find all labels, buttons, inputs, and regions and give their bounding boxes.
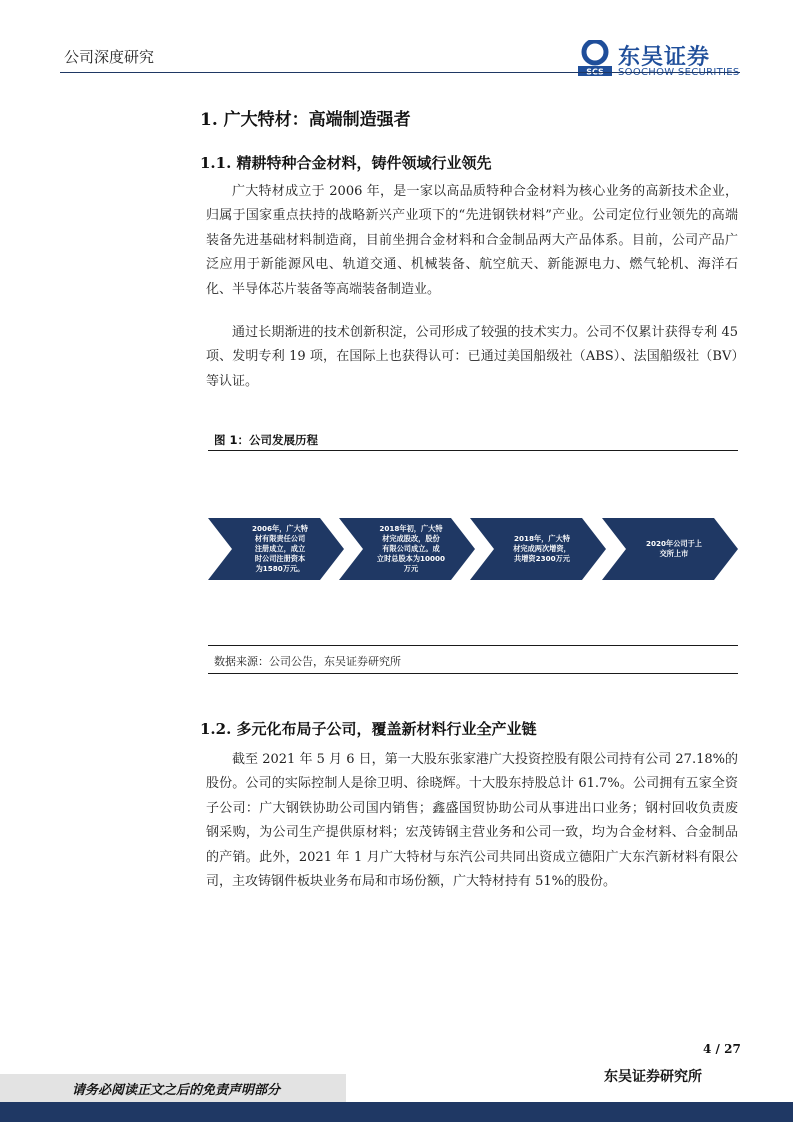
section-1-1-paragraph-1: 广大特材成立于 2006 年，是一家以高品质特种合金材料为核心业务的高新技术企业，归属于国家重点扶持的战略新兴产业项下的“先进钢铁材料”产业。公司定位行业领先的高端装备先进基础材料制造商，目前坐拥合金材料和合金制品两大产品体系。目前，公司产品广泛应用于新能源风电、轨道交通、机械装备、航空航天、新能源电力、燃气轮机、海洋石化、半导体芯片装备等高端装备制造业。 (206, 184, 738, 297)
section-1-1-paragraph-2: 通过长期渐进的技术创新积淀，公司形成了较强的技术实力。公司不仅累计获得专利 45 项、发明专利 19 项，在国际上也获得认可：已通过美国船级社（ABS）、法国船级社（BV）等认证。 (206, 325, 738, 389)
brand-logo (578, 40, 748, 80)
timeline-step-1: 2006年，广大特 材有限责任公司 注册成立，成立 时公司注册资本 为1580万元。 (252, 524, 308, 573)
figure-bottom-rule (208, 645, 738, 646)
figure-1-title: 图 1：公司发展历程 (214, 433, 319, 447)
section-1-1-heading: 1.1. 精耕特种合金材料，铸件领域行业领先 (200, 154, 492, 172)
company-timeline (208, 518, 738, 580)
header-divider (60, 72, 740, 73)
footer-bar (0, 1102, 793, 1122)
page-number: 4 / 27 (703, 1042, 741, 1056)
section-1-heading: 1. 广大特材：高端制造强者 (200, 110, 411, 130)
logo-mark-icon (578, 40, 612, 76)
footer-organization: 东吴证券研究所 (604, 1069, 702, 1085)
disclaimer-notice: 请务必阅读正文之后的免责声明部分 (72, 1083, 281, 1098)
timeline-step-2: 2018年初，广大特 材完成股改，股份 有限公司成立。成 立时总股本为10000 万元 (376, 524, 446, 573)
figure-top-rule (208, 450, 738, 451)
figure-1-source: 数据来源：公司公告，东吴证券研究所 (214, 655, 401, 668)
logo-chinese-name: 东吴证券 (618, 45, 711, 70)
report-type-label: 公司深度研究 (64, 48, 155, 66)
timeline-step-4: 2020年公司于上 交所上市 (646, 539, 702, 558)
section-1-2-paragraph-1: 截至 2021 年 5 月 6 日，第一大股东张家港广大投资控股有限公司持有公司 27.18%的股份。公司的实际控制人是徐卫明、徐晓辉。十大股东持股总计 61.7%。公司拥有五家全资子公司：广大钢铁协助公司国内销售；鑫盛国贸协助公司从事进出口业务；钢村回收负责废钢采购，为公司生产提供原材料；宏茂铸钢主营业务和公司一致，均为合金材料、合金制品的产销。此外，2021 年 1 月广大特材与东汽公司共同出资成立德阳广大东汽新材料有限公司，主攻铸钢件板块业务布局和市场份额，广大特材持有 51%的股份。 (206, 752, 738, 890)
figure-source-rule (208, 673, 738, 674)
section-1-2-heading: 1.2. 多元化布局子公司，覆盖新材料行业全产业链 (200, 720, 537, 738)
timeline-step-3: 2018年，广大特 材完成两次增资， 共增资2300万元 (513, 534, 571, 563)
